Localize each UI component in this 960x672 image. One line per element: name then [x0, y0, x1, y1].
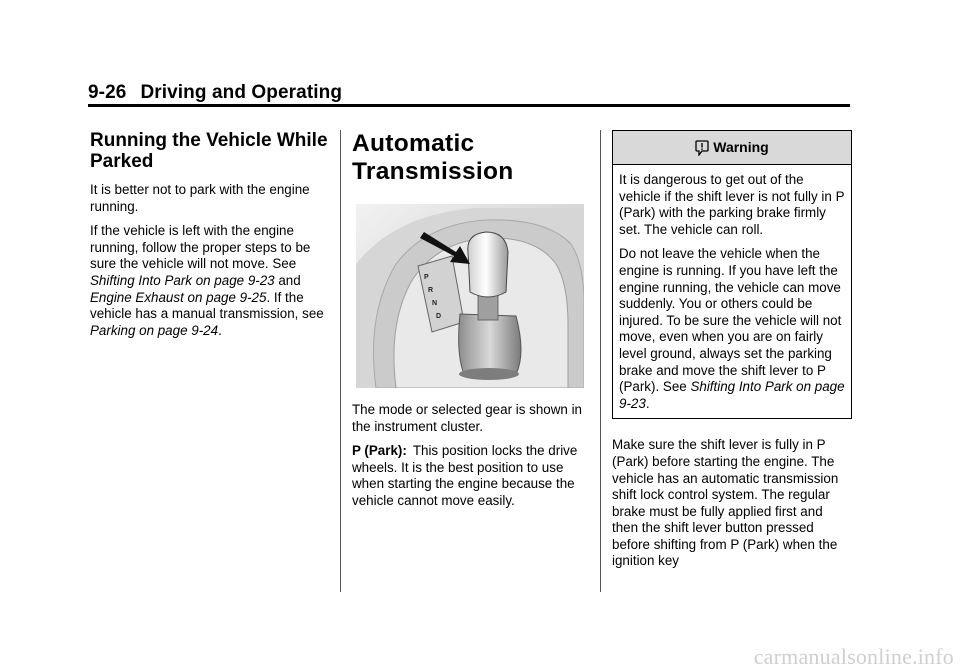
text: and [274, 272, 301, 288]
cross-reference-link[interactable]: Shifting Into Park on page 9-23 [90, 272, 275, 288]
warning-body [613, 165, 851, 418]
gear-letter: D [436, 313, 442, 320]
gear-letter: N [432, 300, 438, 307]
watermark: carmanualsonline.info [753, 644, 954, 669]
park-label: P (Park): [352, 443, 407, 459]
header-rule [88, 104, 850, 107]
column-divider-2 [600, 130, 601, 592]
page-number: 9-26 [88, 82, 127, 103]
section-title: Driving and Operating [140, 82, 343, 103]
text: Do not leave the vehicle when the engine is running. If you have left the engine running, the vehicle can move suddenly. You or others could be injured. To be sure the vehicle will not move, even when you are on fairly level ground, always set the parking brake and move the shift lever to P (Park). See [619, 246, 842, 395]
warning-header [613, 131, 851, 165]
paragraph-park [352, 443, 588, 509]
text: . [645, 395, 650, 411]
column-automatic-transmission [352, 130, 588, 518]
text: If the vehicle is left with the engine running, follow the proper steps to be sure the vehicle will not move. See [90, 223, 311, 272]
figure-caption: The mode or selected gear is shown in the instrument cluster. [352, 402, 582, 434]
cross-reference-link[interactable]: Parking on page 9-24 [90, 322, 219, 338]
cross-reference-link[interactable]: Shifting Into Park on page 9-23 [619, 379, 845, 411]
warning-title: Warning [713, 139, 769, 156]
column-warning [612, 130, 852, 578]
shift-lever-illustration [356, 204, 584, 388]
paragraph [619, 246, 845, 412]
text: This position locks the drive wheels. It is the best position to use when starting the engine because the vehicle cannot move easily. [352, 443, 578, 508]
paragraph: It is dangerous to get out of the vehicle if the shift lever is not fully in P (Park) with the parking brake firmly set. The vehicle can roll. [619, 172, 845, 237]
warning-box [612, 130, 852, 419]
paragraph: It is better not to park with the engine running. [90, 182, 310, 214]
paragraph [90, 223, 330, 339]
warning-icon [695, 140, 709, 156]
heading-automatic-transmission: Automatic Transmission [352, 130, 514, 185]
paragraph: Make sure the shift lever is fully in P (Park) before starting the engine. The vehicle has an automatic transmission shift lock control system. The regular brake must be fully applied first and then the shift lever button pressed before shifting from P (Park) when the ignition key [612, 437, 839, 569]
gear-letter: P [424, 274, 429, 281]
column-divider-1 [340, 130, 341, 592]
gear-letter: R [428, 287, 434, 294]
text: . If the vehicle has a manual transmission, see [90, 289, 324, 322]
text: . [218, 322, 222, 338]
page-header [88, 82, 342, 104]
heading-running-while-parked: Running the Vehicle While Parked [90, 130, 328, 172]
column-running-while-parked [90, 130, 330, 347]
cross-reference-link[interactable]: Engine Exhaust on page 9-25 [90, 289, 267, 305]
